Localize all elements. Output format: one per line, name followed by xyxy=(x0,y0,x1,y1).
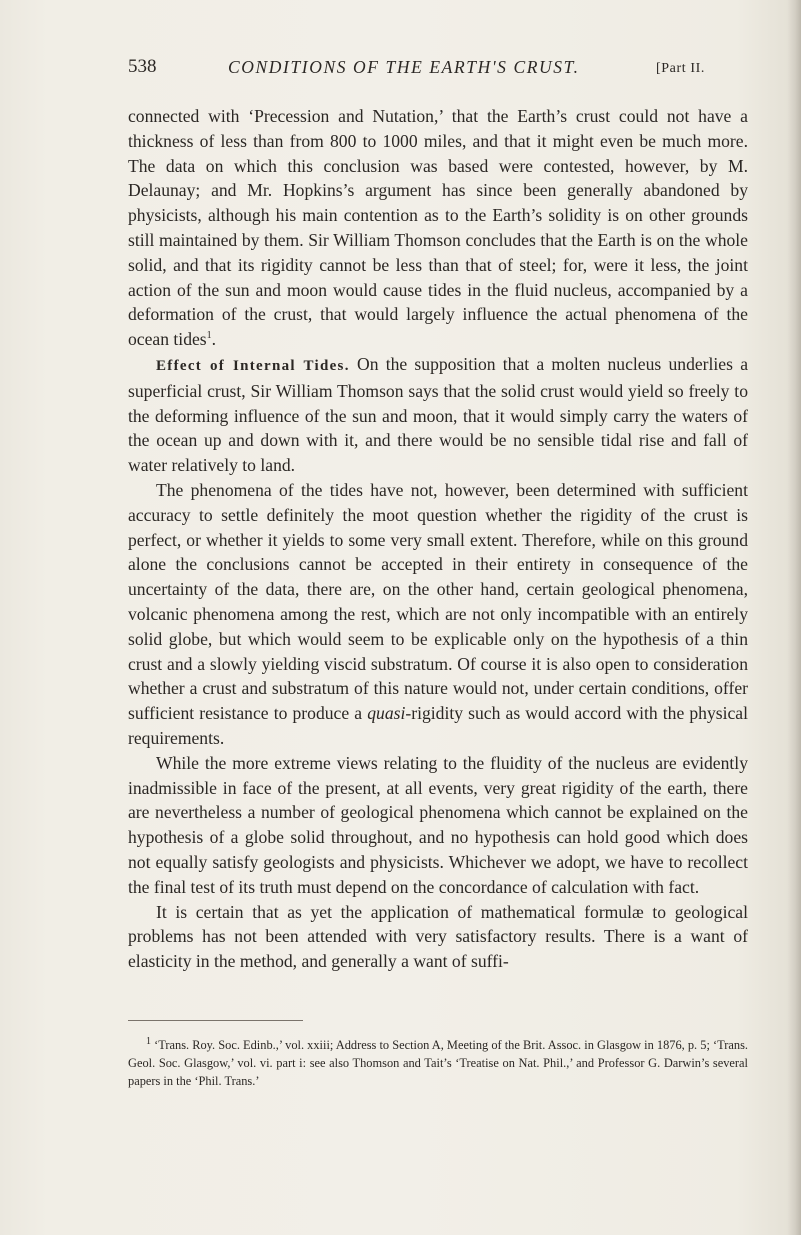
page-edge-shadow xyxy=(787,0,801,1235)
paragraph-text: While the more extreme views relating to the fluidity of the nucleus are evidently inadmissible in face of the present, at all events, very great rigidity of the earth, there are nevertheless a number of geological phenomena which cannot be explained on the hypothesis of a globe solid throughout, and no hypothesis can hold good which does not equally satisfy geologists and physicists. Whichever we adopt, we have to recollect the final test of its truth must depend on the concordance of calculation with fact. xyxy=(128,752,748,897)
paragraph-5 xyxy=(128,900,748,974)
paragraph-text: -rigidity such as would accord with the physical requirements. xyxy=(128,703,749,748)
paragraph-1: connected with ‘Precession and Nutation,’ that the Earth’s crust could not have a thickness of less than from 800 to 1000 miles, and that it might even be much more. The data on which this conclusion was based were contested, however, by M. Delaunay; and Mr. Hopkins’s argument has since been generally abandoned by physicists, although his main contention as to the Earth’s solidity is on other grounds still maintained by them. Sir William Thomson concludes that the Earth is on the whole solid, and that its rigidity cannot be less than that of steel; for, were it less, the joint action of the sun and moon would cause tides in the fluid nucleus, accompanied by a deformation of the crust, that would largely influence the actual phenomena of the ocean tides$^1$. xyxy=(128,106,748,350)
paragraph-3 xyxy=(128,478,748,751)
running-title: CONDITIONS OF THE EARTH'S CRUST. xyxy=(228,57,580,77)
footnote-text: ‘Trans. Roy. Soc. Edinb.,’ vol. xxiii; Address to Section A, Meeting of the Brit. Assoc. in Glasgow in 1876, p. 5; ‘Trans. Geol. Soc. Glasgow,’ vol. vi. part i: see also Thomson and Tait’s ‘Treatise on Nat. Phil.,’ and Professor G. Darwin’s several papers in the ‘Phil. Trans.’ xyxy=(128,1038,748,1089)
paragraph-text: connected with ‘Precession and Nutation,’ that the Earth’s crust could not have a thickness of less than from 800 to 1000 miles, and that it might even be much more. The data on which this conclusion was based were contested, however, by M. Delaunay; and Mr. Hopkins’s argument has since been generally abandoned by physicists, although his main contention as to the Earth’s solidity is on other grounds still maintained by them. Sir William Thomson concludes that the Earth is on the whole solid, and that its rigidity cannot be less than that of steel; for, were it less, the joint action of the sun and moon would cause tides in the fluid nucleus, accompanied by a deformation of the crust, that would largely influence the actual phenomena of the ocean tides xyxy=(128,106,748,350)
page-header xyxy=(128,54,748,84)
paragraph-2 xyxy=(128,352,748,478)
page-number: 538 xyxy=(128,56,157,77)
footnote xyxy=(128,1036,748,1090)
paragraph-text: The phenomena of the tides have not, however, been determined with sufficient accuracy to settle definitely the moot question whether the rigidity of the crust is perfect, or whether it yields to some very small extent. Therefore, while on this ground alone the conclusions cannot be accepted in their entirety in consequence of the uncertainty of the data, there are, on the other hand, certain geological phenomena, volcanic phenomena among the rest, which are not only incompatible with an entirely solid globe, but which would seem to be explicable only on the hypothesis of a thin crust and a slowly yielding viscid substratum. Of course it is also open to consideration whether a crust and substratum of this nature would not, under certain conditions, offer sufficient resistance to produce a xyxy=(128,479,748,724)
footnote-marker: 1 xyxy=(146,1036,151,1048)
paragraph-4 xyxy=(128,751,748,900)
footnote-rule xyxy=(128,1020,303,1021)
paragraph-text: It is certain that as yet the application of mathematical formulæ to geological problems has not been attended with very satisfactory results. There is a want of elasticity in the method, and generally a want of suffi- xyxy=(128,901,748,972)
part-label: [Part II. xyxy=(656,61,705,76)
paragraph-text: On the supposition that a molten nucleus underlies a superficial crust, Sir William Thomson says that the solid crust would yield so freely to the deforming influence of the sun and moon, that it would simply carry the waters of the ocean up and down with it, and there would be no sensible tidal rise and fall of water relatively to land. xyxy=(128,353,748,476)
italic-term: quasi xyxy=(367,703,406,724)
body-text xyxy=(128,104,748,974)
footnote-reference: 1 xyxy=(206,330,212,342)
section-sidehead: Effect of Internal Tides. xyxy=(156,357,350,374)
